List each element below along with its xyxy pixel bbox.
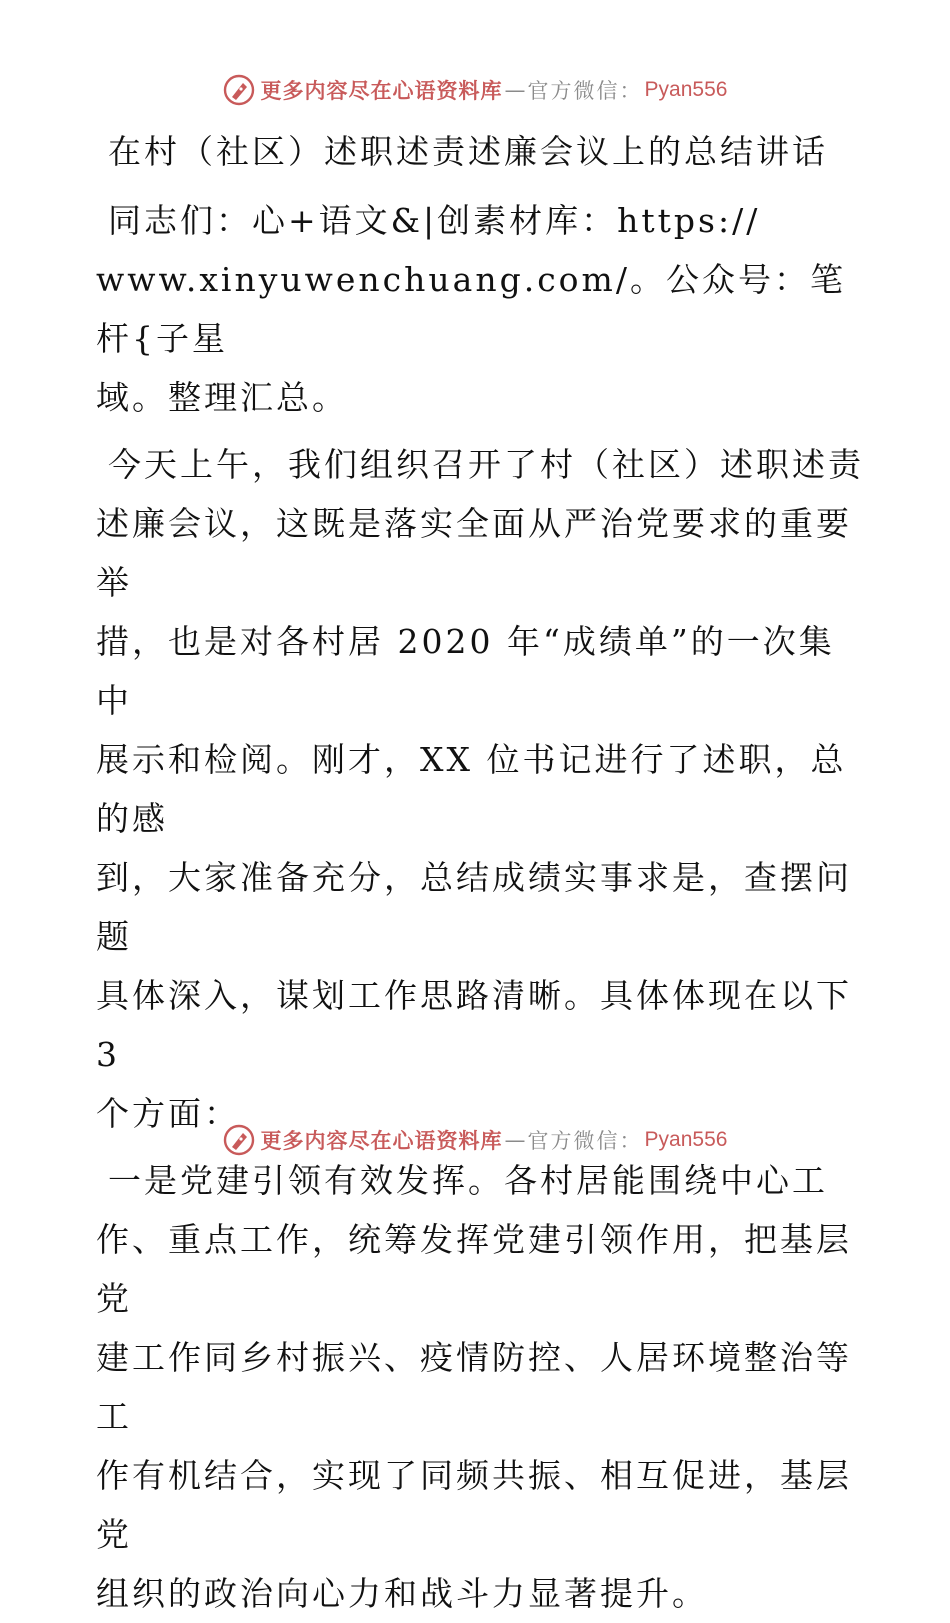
paragraph-line: 个方面：: [96, 1094, 240, 1133]
paragraph-line: 具体深入，谋划工作思路清晰。具体体现在以下 3: [96, 976, 852, 1074]
paragraph-line: 一是党建引领有效发挥。各村居能围绕中心工: [108, 1161, 828, 1200]
banner-brand-text: 更多内容尽在心语资料库: [260, 1128, 503, 1153]
paragraph-line: 述廉会议，这既是落实全面从严治党要求的重要举: [96, 504, 852, 602]
banner-wechat-id: Pyan556: [644, 1128, 728, 1151]
paragraph-intro: [96, 435, 866, 1143]
banner-official-label: 官方微信：: [527, 1129, 643, 1153]
paragraph-party-building: [96, 1151, 866, 1623]
banner-dash: —: [504, 1128, 526, 1152]
banner-official-label: 官方微信：: [527, 79, 643, 103]
paragraph-line: 作、重点工作，统筹发挥党建引领作用，把基层党: [96, 1220, 852, 1318]
banner-wechat-id: Pyan556: [644, 78, 728, 101]
paragraph-line: 到，大家准备充分，总结成绩实事求是，查摆问题: [96, 858, 852, 956]
paragraph-line: 组织的政治向心力和战斗力显著提升。: [96, 1574, 708, 1613]
footer-banner: [0, 1120, 950, 1160]
header-banner: [0, 70, 950, 110]
greeting-line: 域。整理汇总。: [96, 378, 348, 417]
banner-dash: —: [504, 78, 526, 102]
document-body: [96, 122, 866, 1623]
pen-nib-logo-icon: [223, 74, 255, 106]
paragraph-line: 建工作同乡村振兴、疫情防控、人居环境整治等工: [96, 1338, 852, 1436]
pen-nib-logo-icon: [223, 1124, 255, 1156]
document-title: 在村（社区）述职述责述廉会议上的总结讲话: [108, 132, 828, 171]
greeting-paragraph: [96, 191, 866, 427]
paragraph-line: 今天上午，我们组织召开了村（社区）述职述责: [108, 445, 864, 484]
paragraph-line: 作有机结合，实现了同频共振、相互促进，基层党: [96, 1456, 852, 1554]
paragraph-line: 展示和检阅。刚才，XX 位书记进行了述职，总的感: [96, 740, 847, 838]
paragraph-line: 措，也是对各村居 2020 年“成绩单”的一次集中: [96, 622, 835, 720]
greeting-line: www.xinyuwenchuang.com/。公众号：笔杆{子星: [96, 260, 846, 358]
greeting-line: 同志们：心+语文&|创素材库：https://: [108, 201, 761, 240]
banner-brand-text: 更多内容尽在心语资料库: [260, 78, 503, 103]
